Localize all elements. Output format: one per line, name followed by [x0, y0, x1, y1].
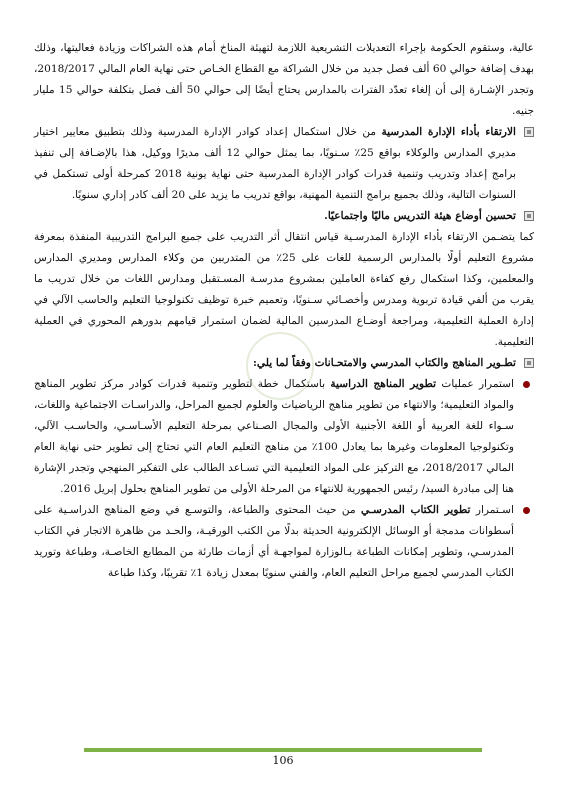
heading-school-administration: الارتقاء بأداء الإدارة المدرسية [381, 126, 516, 138]
page-body [34, 38, 534, 584]
textbook-lead: اسـتمرار [470, 504, 514, 516]
list-item-textbook-development [34, 500, 534, 584]
paragraph-training: كما يتضـمن الارتقاء بأداء الإدارة المدرسـية قياس انتقال أثر التدريب على جميع البرامج التدريبية المنفذة بمعرفة مشروع التعليم أولًا بالمدارس الرسمية للغات على 25٪ من المتدربين من وكلاء المدارس ومديري المدارس والمعلمين، وكذا استكمال رفع كفاءة العاملين بمشروع مدرسـة المسـتقبل ومدارس اللغات من خلال تدريب ما يقرب من ألفي قيادة تربوية ومدرس وأخصـائي سـنويًا، وتعميم خبرة توظيف تكنولوجيا التعليم والحاسب الآلي في إدارة العملية التعليمية، ومراجعة أوضـاع المدرسين المالية لضمان استمرار قيامهم بدورهم المحوري في العملية التعليمية. [34, 231, 534, 348]
textbook-text: من حيث المحتوى والطباعة، والتوسـع في وضع المناهج الدراسـية على أسطوانات مدمجة أو الوسائل الإلكترونية الحديثة بدلًا من الكتب الورقيـة، والحـد من ظاهرة الاتجار في الكتاب المدرسـي، وتطوير إمكانات الطباعة بـالوزارة لمواجهـة أي أزمات طارئة من المطابع الخاصـة، وطباعة وتوريد الكتاب المدرسي لجميع مراحل التعليم العام، والفني سنويًا بمعدل زيادة 1٪ تقريبًا، وكذا طباعة [34, 504, 514, 579]
paragraph-partnerships: عالية، وستقوم الحكومة بإجراء التعديلات التشريعية اللازمة لتهيئة المناخ أمام هذه الشراكات وزيادة فعاليتها، وذلك بهدف إضافة حوالي 60 ألف فصل جديد من خلال الشراكة مع القطاع الخـاص حتى نهاية العام المالي 2018/2017، وتجدر الإشـارة إلى أن إلغاء تعدّد الفترات بالمدارس يحتاج أيضًا إلى حوالي 50 ألف فصل بتكلفة حوالي 15 مليار جنيه. [34, 42, 534, 117]
square-bullet-icon [524, 211, 534, 221]
round-bullet-icon [523, 381, 530, 388]
curricula-lead: استمرار عمليات [436, 378, 514, 390]
curricula-text: باستكمال خطة لتطوير وتنمية قدرات كوادر مركز تطوير المناهج والمواد التعليمية؛ والانتهاء من تطوير مناهج الرياضيات والعلوم لجميع المراحل، والدراسـات الاجتماعية واللغات، سـواء للغة العربية أو اللغة الأجنبية الأولى والمجال الصـناعي بمرحلة التعليم الأسـاسـي، والحاسـب الآلي، وتكنولوجيا المعلومات وغيرها بما يعادل 100٪ من مناهج التعليم العام التي تحتاج إلى تطوير حتى نهاية العام المالي 2018/2017، مع التركيز على المواد التعليمية التي تسـاعد الطالب على التفكير المنهجي وتجدر الإشارة هنا إلى مبادرة السيد/ رئيس الجمهورية للانتهاء من المرحلة الأولى من تطوير المناهج بحلول إبريل 2016. [34, 378, 514, 495]
watermark-logo [246, 332, 314, 400]
round-bullet-icon [523, 507, 530, 514]
heading-teaching-staff: تحسين أوضاع هيئة التدريس ماليًا واجتماعيًا. [324, 210, 516, 222]
page-number: 106 [272, 754, 294, 767]
item-school-administration [34, 122, 534, 206]
textbook-keyword: تطوير الكتاب المدرسـي [361, 504, 471, 516]
square-bullet-icon [524, 127, 534, 137]
footer-divider [84, 748, 482, 752]
curricula-keyword: تطوير المناهج الدراسية [330, 378, 437, 390]
text-school-administration: من خلال استكمال إعداد كوادر الإدارة المدرسية وذلك بتطبيق معايير اختيار مديري المدارس والوكلاء بواقع 25٪ سـنويًا، بما يمثل حوالي 12 ألف مديرًا ووكيل، هذا بالإضـافة إلى تنفيذ برامج إعداد وتدريب وتنمية قدرات كوادر الإدارة المدرسية حتى نهاية يونية 2018 كمرحلة أولى تستكمل في السنوات التالية، وذلك بجميع برامج التنمية المهنية، بواقع تدريب ما يزيد على 20 ألف كادر إداري سنويًا. [34, 126, 517, 201]
item-teaching-staff [34, 206, 534, 227]
heading-curricula: تطـوير المناهج والكتاب المدرسي والامتحـانات وفقاً لما يلي: [252, 357, 516, 369]
square-bullet-icon [524, 358, 534, 368]
